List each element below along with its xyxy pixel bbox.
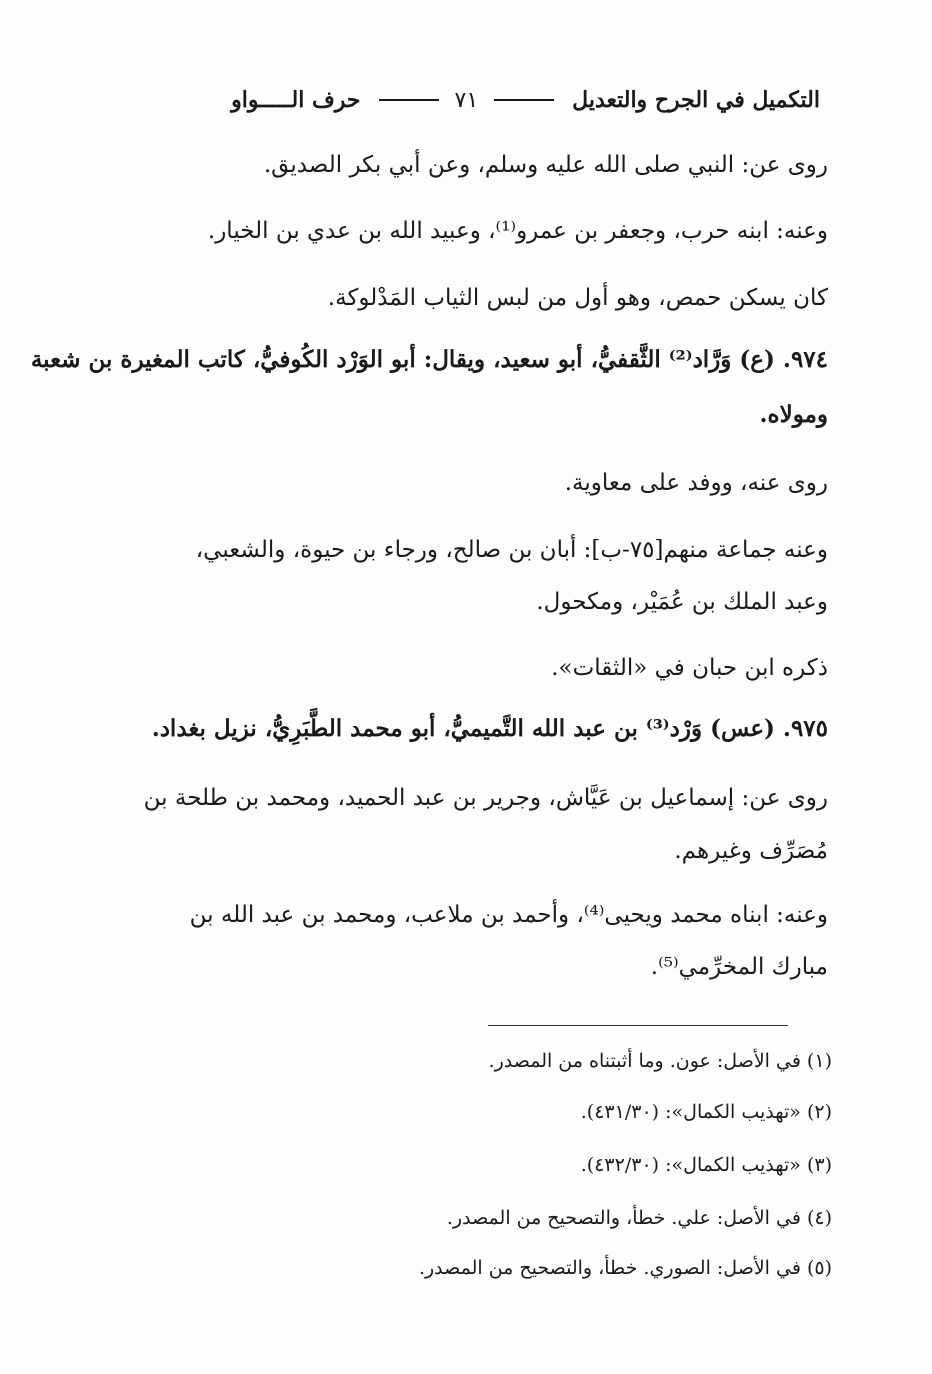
- body-line: مُصَرِّف وغيرهم.: [674, 838, 828, 864]
- footnote: (٥) في الأصل: الصوري. خطأ، والتصحيح من المصدر.: [418, 1257, 832, 1279]
- body-line: وعنه: ابناه محمد ويحيى⁽⁴⁾، وأحمد بن ملاعب، ومحمد بن عبد الله بن: [189, 902, 828, 928]
- footnote: (١) في الأصل: عون. وما أثبتناه من المصدر.: [488, 1050, 832, 1072]
- running-header: [180, 82, 820, 118]
- body-line: وعنه: ابنه حرب، وجعفر بن عمرو⁽¹⁾، وعبيد الله بن عدي بن الخيار.: [207, 218, 828, 244]
- footnote-separator: [488, 1025, 788, 1026]
- body-line: وعنه جماعة منهم[٧٥-ب]: أبان بن صالح، ورجاء بن حيوة، والشعبي،: [195, 537, 828, 563]
- footnote: (٤) في الأصل: علي. خطأ، والتصحيح من المصدر.: [446, 1207, 832, 1229]
- body-line: روى عن: النبي صلى الله عليه وسلم، وعن أبي بكر الصديق.: [263, 152, 828, 178]
- entry-heading: ٩٧٤. (ع) وَرَّاد⁽²⁾ الثَّقفيُّ، أبو سعيد، ويقال: أبو الوَرْد الكُوفيُّ، كاتب المغيرة بن شعبة: [30, 346, 828, 373]
- footnote: (٢) «تهذيب الكمال»: (٤٣١/٣٠).: [580, 1101, 832, 1123]
- body-line: وعبد الملك بن عُمَيْر، ومكحول.: [536, 589, 828, 615]
- header-dash: [494, 99, 554, 101]
- entry-heading: ٩٧٥. (عس) وَرْد⁽³⁾ بن عبد الله التَّميميُّ، أبو محمد الطَّبَرِيُّ، نزيل بغداد.: [151, 715, 828, 742]
- chapter-title: حرف الـــــواو: [231, 87, 361, 113]
- body-line: روى عن: إسماعيل بن عَيَّاش، وجرير بن عبد الحميد، ومحمد بن طلحة بن: [143, 785, 828, 811]
- footnote: (٣) «تهذيب الكمال»: (٤٣٢/٣٠).: [580, 1154, 832, 1176]
- body-line: روى عنه، ووفد على معاوية.: [564, 470, 828, 496]
- entry-heading-cont: ومولاه.: [759, 401, 828, 428]
- body-line: مبارك المخرِّمي⁽⁵⁾.: [650, 954, 828, 980]
- book-title: التكميل في الجرح والتعديل: [572, 87, 820, 113]
- body-line: ذكره ابن حبان في «الثقات».: [551, 655, 828, 681]
- page-number: ٧١: [454, 87, 479, 113]
- body-line: كان يسكن حمص، وهو أول من لبس الثياب المَدْلوكة.: [327, 285, 828, 311]
- header-dash: [379, 99, 439, 101]
